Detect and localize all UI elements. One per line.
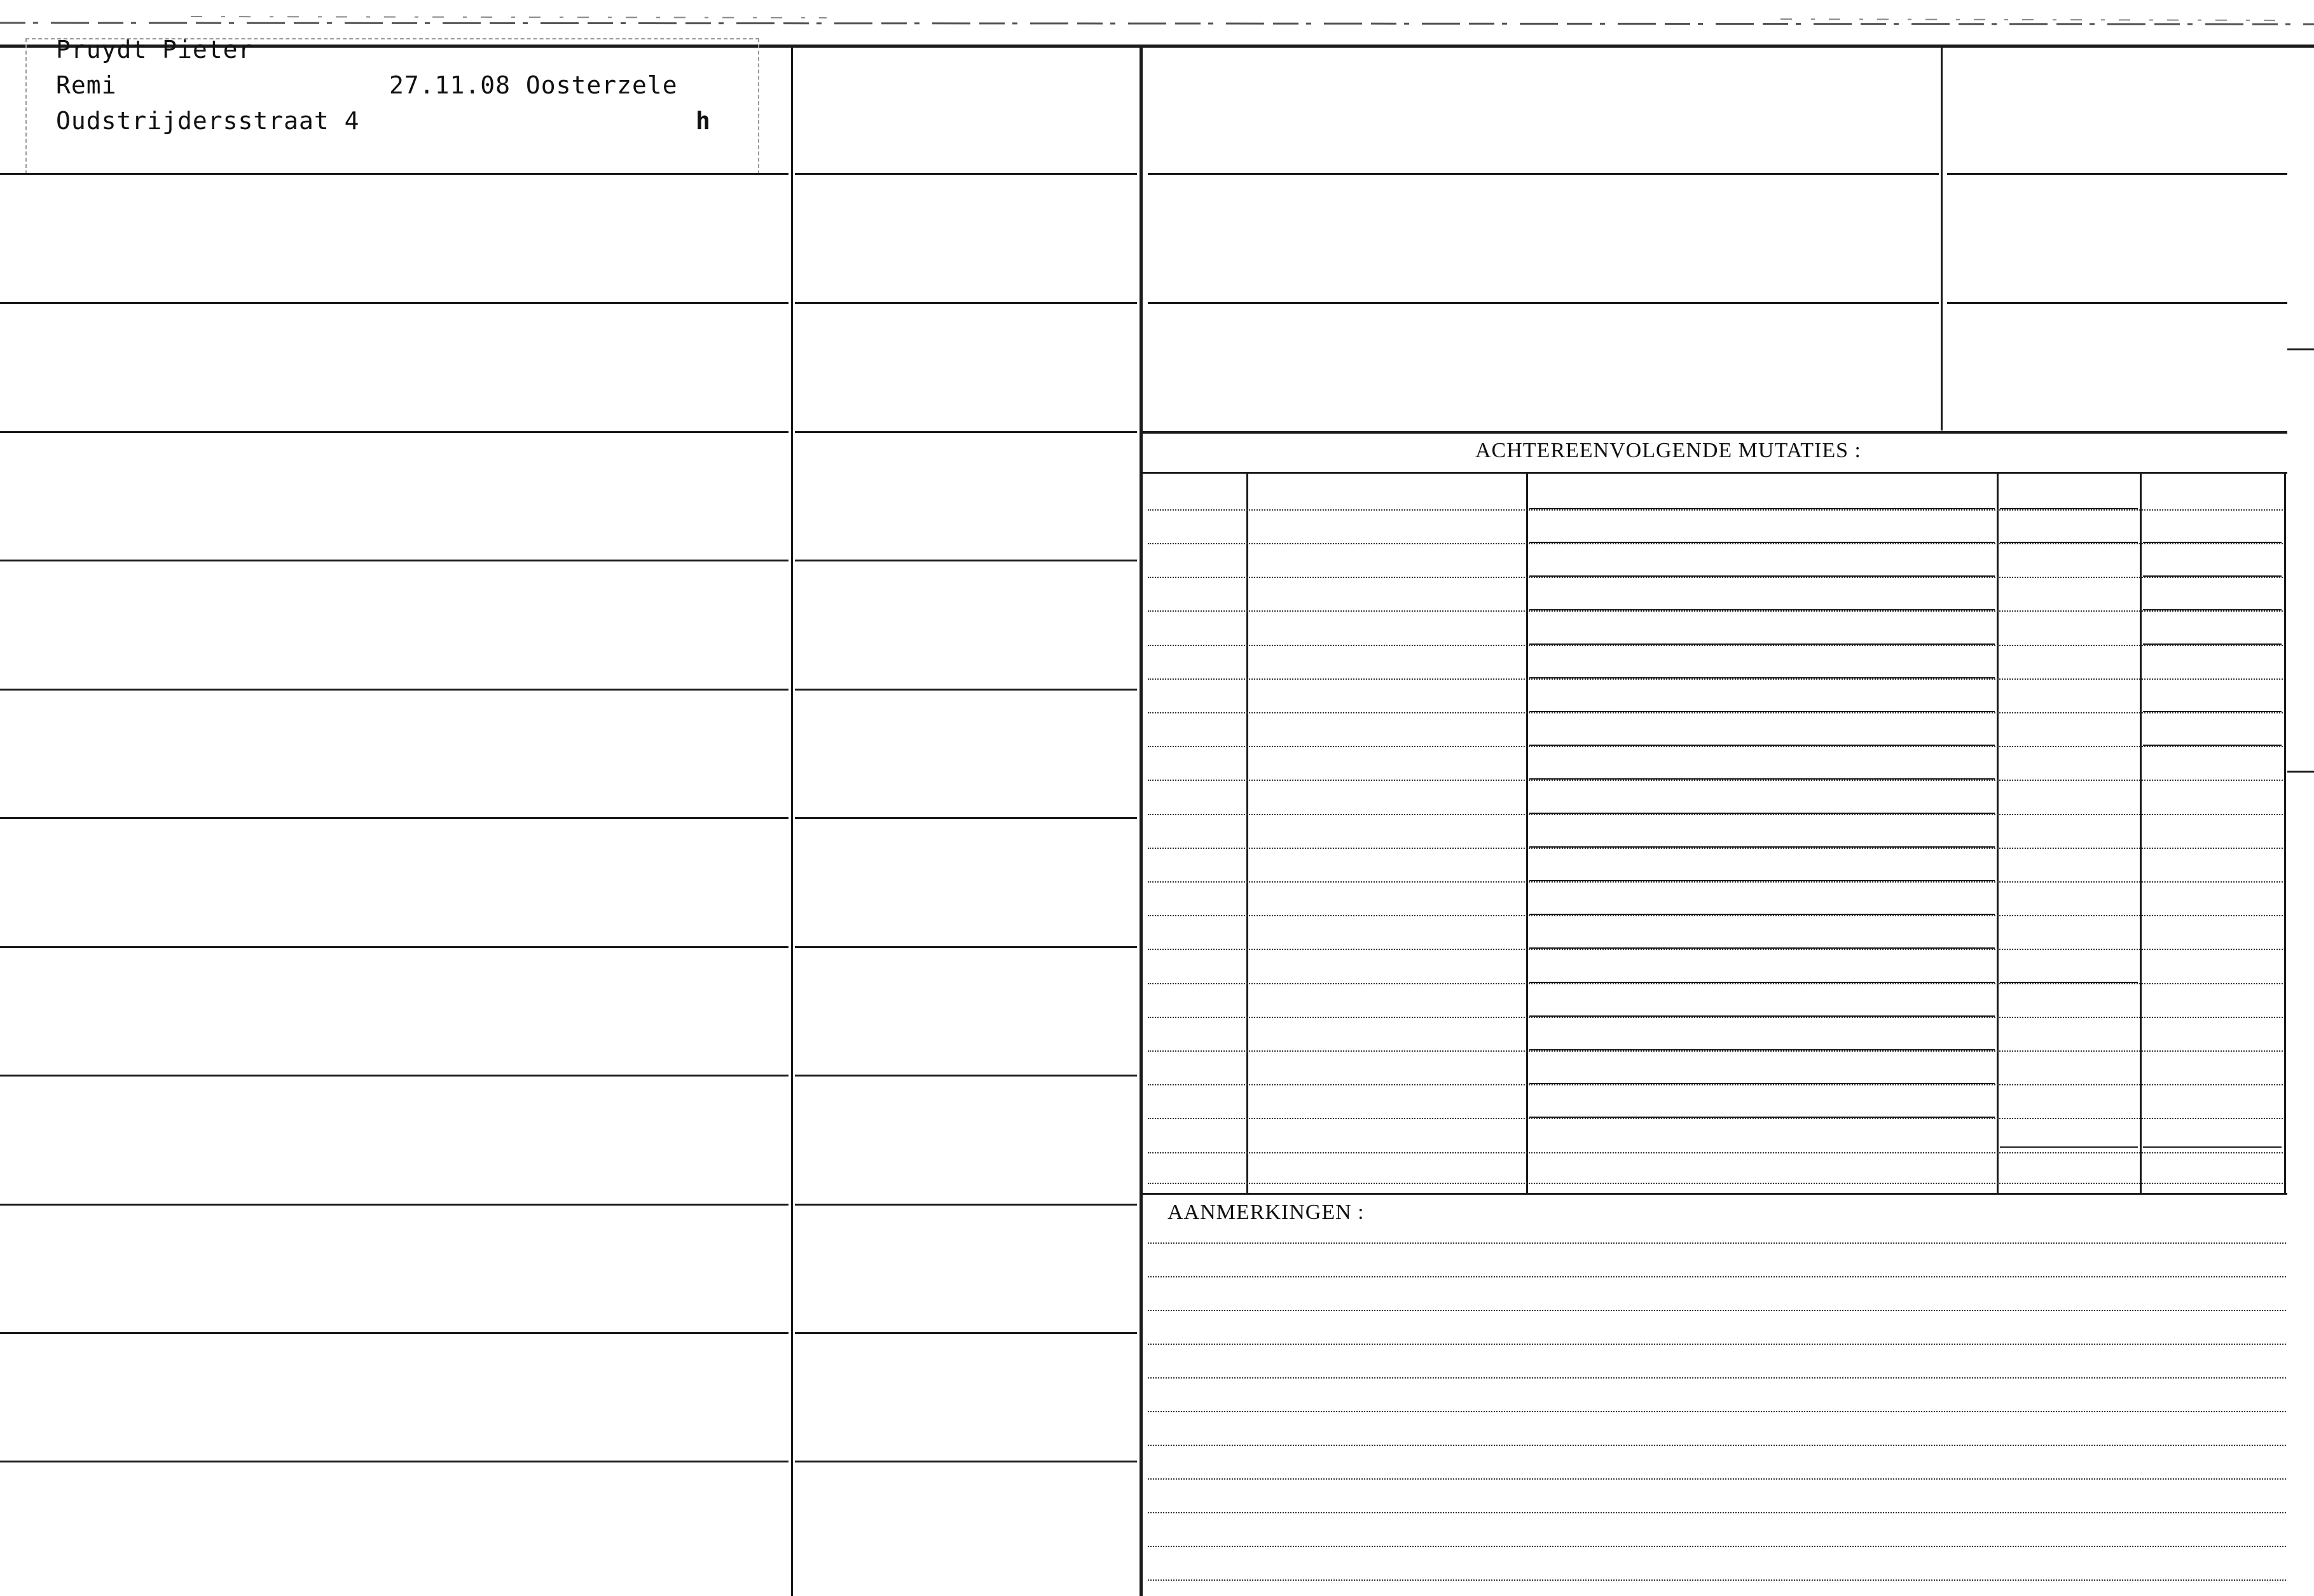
stamp-mark: h — [696, 107, 711, 135]
remarks-heading: AANMERKINGEN : — [1167, 1200, 1365, 1224]
mutations-table-top — [1143, 472, 2287, 474]
center-divider — [1140, 48, 1143, 1596]
stamp-address: Oudstrijdersstraat 4 — [56, 107, 360, 135]
stamp-first-name: Remi — [56, 71, 117, 99]
left-column-divider — [791, 48, 793, 1596]
margin-tick — [2287, 771, 2314, 773]
scan-noise-top — [0, 5, 2314, 31]
margin-tick — [2287, 348, 2314, 350]
stamp-name-line: Pruydt Pieter — [56, 36, 254, 64]
mutations-table-bottom — [1143, 1193, 2287, 1195]
right-top-column-divider — [1941, 48, 1943, 430]
stamp-birth-date-place: 27.11.08 Oosterzele — [389, 71, 678, 99]
mutations-heading: ACHTEREENVOLGENDE MUTATIES : — [1475, 439, 1861, 462]
